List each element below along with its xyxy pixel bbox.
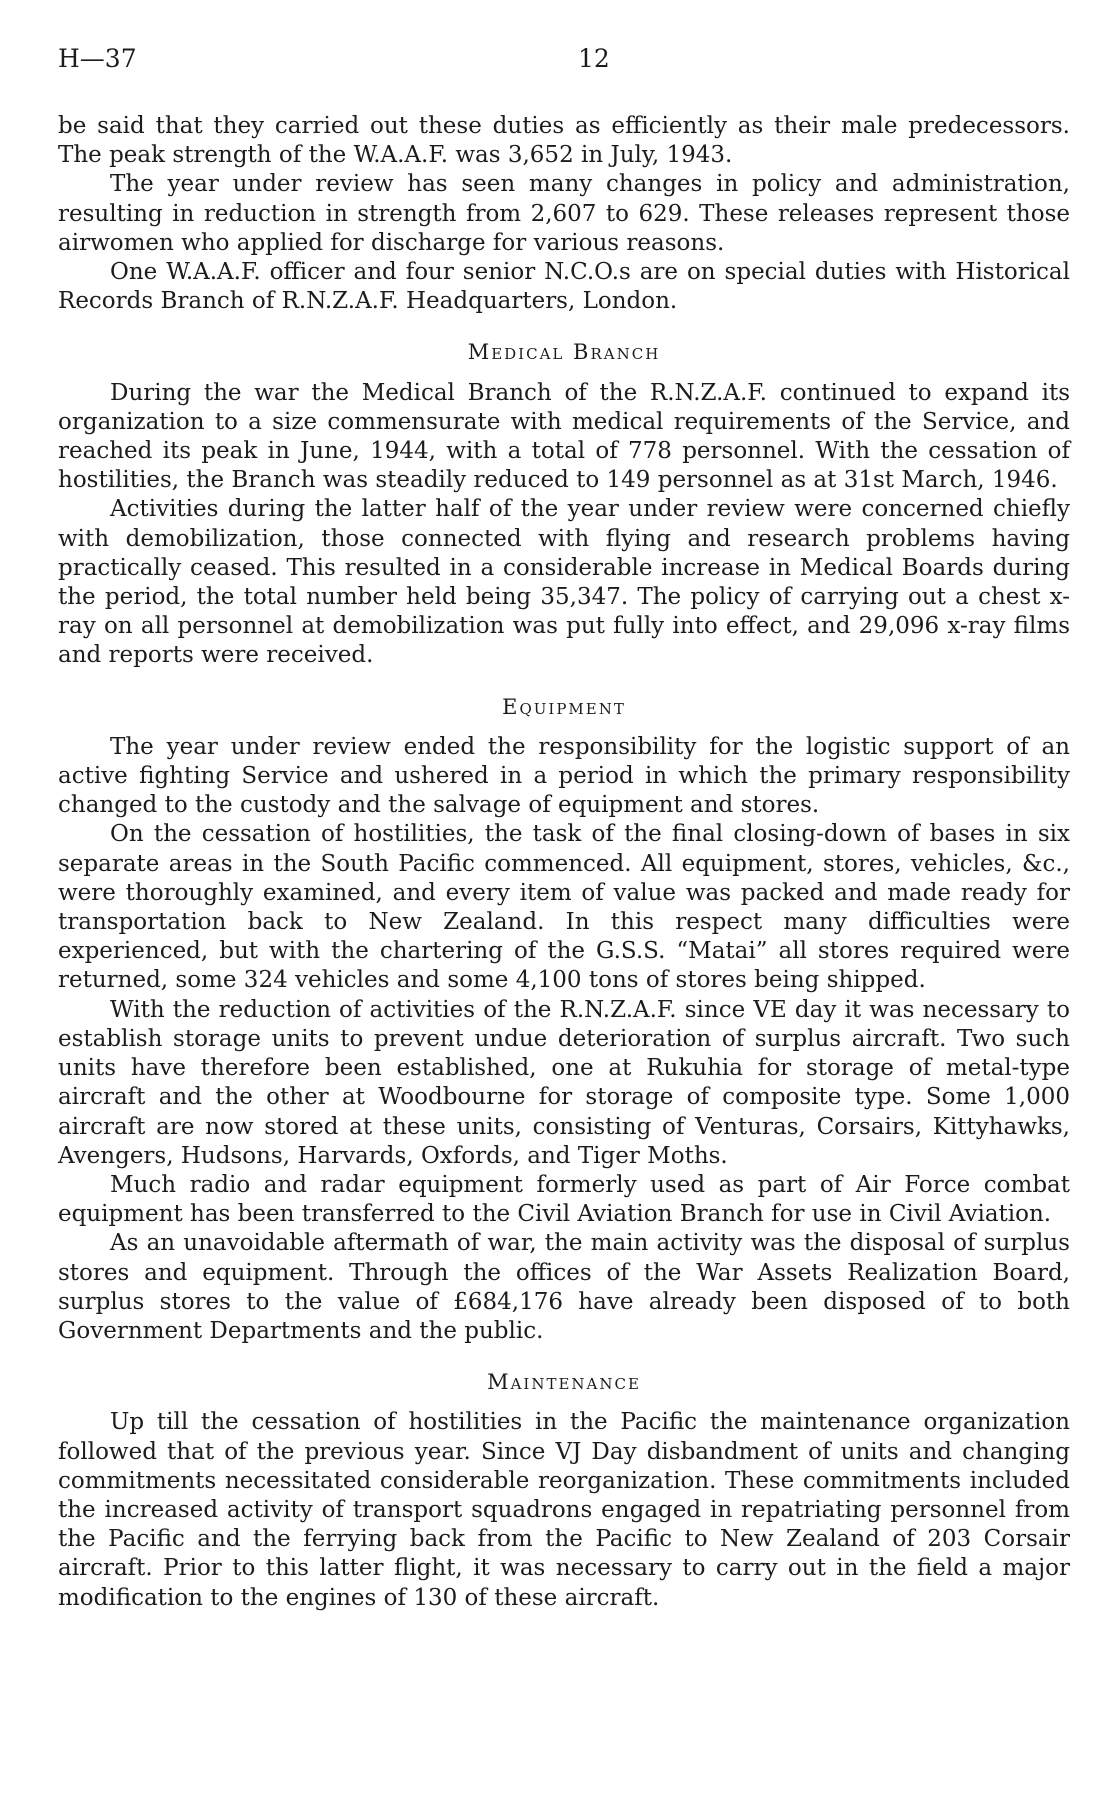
- paragraph: Up till the cessation of hostilities in the Pacific the maintenance organization followed that of the previous year. Since VJ Day disbandment of units and changing commitments necessitated considerable reorganization. These commitments included the increased activity of transport squadrons engaged in repatriating personnel from the Pacific and the ferrying back from the Pacific to New Zealand of 203 Corsair aircraft. Prior to this latter flight, it was necessary to carry out in the field a major modification to the engines of 130 of these aircraft.: [58, 1409, 1070, 1611]
- paragraph: During the war the Medical Branch of the R.N.Z.A.F. continued to expand its organization to a size commensurate with medical requirements of the Service, and reached its peak in June, 1944, with a total of 778 personnel. With the cessation of hostilities, the Branch was steadily reduced to 149 personnel as at 31st March, 1946.: [58, 379, 1070, 494]
- section-heading-maintenance: Maintenance: [487, 1370, 641, 1395]
- paragraph: be said that they carried out these duties as efficiently as their male predecessors. The peak strength of the W.A.A.F. was 3,652 in July, 1943.: [58, 113, 1070, 169]
- paragraph: One W.A.A.F. officer and four senior N.C.O.s are on special duties with Historical Records Branch of R.N.Z.A.F. Headquarters, London.: [58, 259, 1070, 315]
- paragraph: Activities during the latter half of the year under review were concerned chiefly with demobilization, those connected with flying and research problems having practically ceased. This resulted in a considerable increase in Medical Boards during the period, the total number held being 35,347. The policy of carrying out a chest x-ray on all personnel at demobilization was put fully into effect, and 29,096 x-ray films and reports were received.: [58, 496, 1070, 669]
- paragraph: The year under review has seen many changes in policy and administration, resulting in reduction in strength from 2,607 to 629. These releases represent those airwomen who applied for discharge for various reasons.: [58, 171, 1070, 256]
- page-number: 12: [578, 44, 610, 73]
- section-heading-medical: Medical Branch: [467, 340, 661, 365]
- section-heading-equipment: Equipment: [502, 694, 626, 719]
- document-reference: H—37: [58, 44, 137, 73]
- page-header: [58, 44, 1078, 84]
- paragraph: On the cessation of hostilities, the task of the final closing-down of bases in six separate areas in the South Pacific commenced. All equipment, stores, vehicles, &c., were thoroughly examined, and every item of value was packed and made ready for transportation back to New Zealand. In this respect many difficulties were experienced, but with the chartering of the G.S.S. “Matai” all stores required were returned, some 324 vehicles and some 4,100 tons of stores being shipped.: [58, 821, 1070, 994]
- body-text: [58, 112, 1070, 1613]
- paragraph: Much radio and radar equipment formerly used as part of Air Force combat equipment has been transferred to the Civil Aviation Branch for use in Civil Aviation.: [58, 1171, 1070, 1228]
- paragraph: As an unavoidable aftermath of war, the main activity was the disposal of surplus stores and equipment. Through the offices of the War Assets Realization Board, surplus stores to the value of £684,176 have already been disposed of to both Government Departments and the public.: [58, 1230, 1070, 1344]
- paragraph: With the reduction of activities of the R.N.Z.A.F. since VE day it was necessary to establish storage units to prevent undue deterioration of surplus aircraft. Two such units have therefore been established, one at Rukuhia for storage of metal-type aircraft and the other at Woodbourne for storage of composite type. Some 1,000 aircraft are now stored at these units, consisting of Venturas, Corsairs, Kittyhawks, Avengers, Hudsons, Harvards, Oxfords, and Tiger Moths.: [58, 996, 1070, 1169]
- paragraph: The year under review ended the responsibility for the logistic support of an active fighting Service and ushered in a period in which the primary responsibility changed to the custody and the salvage of equipment and stores.: [58, 733, 1070, 819]
